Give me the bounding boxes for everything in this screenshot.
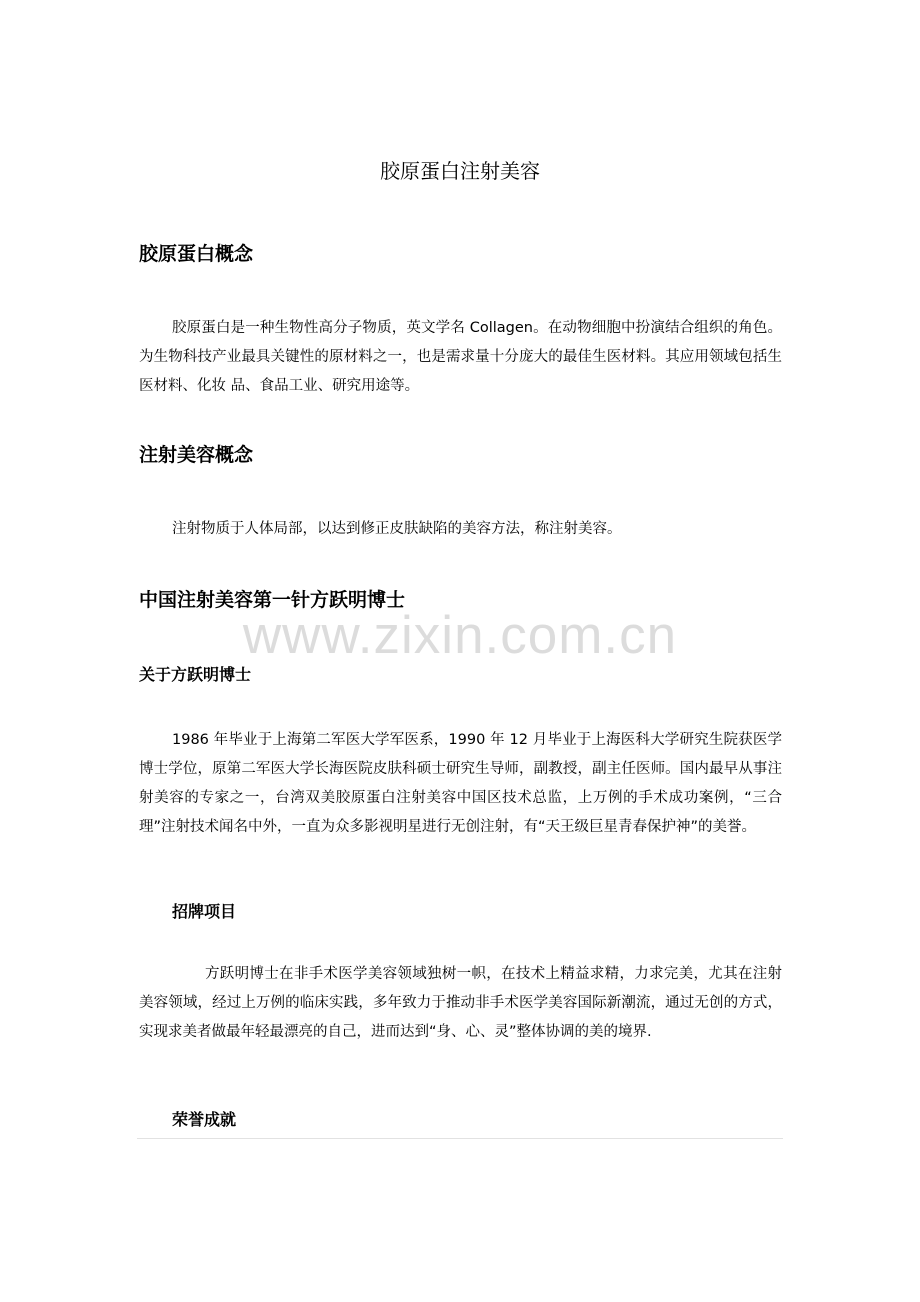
paragraph-collagen-concept: [139, 314, 782, 401]
paragraph-signature-projects: [139, 960, 782, 1047]
section-heading-injection-concept: 注射美容概念: [139, 444, 254, 466]
section-heading-doctor: 中国注射美容第一针方跃明博士: [139, 589, 406, 611]
paragraph-text: 注射物质于人体局部，以达到修正皮肤缺陷的美容方法，称注射美容。: [172, 521, 622, 537]
subheading-about-doctor: 关于方跃明博士: [139, 665, 252, 684]
subheading-honors: 荣誉成就: [172, 1110, 237, 1129]
paragraph-injection-concept: [139, 515, 782, 544]
section-heading-collagen-concept: 胶原蛋白概念: [139, 243, 254, 265]
document-title: 胶原蛋白注射美容: [380, 159, 540, 183]
watermark: www.zixin.com.cn: [242, 606, 678, 665]
subheading-signature-projects: 招牌项目: [172, 902, 237, 921]
paragraph-text: 胶原蛋白是一种生物性高分子物质，英文学名 Collagen。在动物细胞中扮演结合组织的角色。为生物科技产业最具关键性的原材料之一，也是需求量十分庞大的最佳生医材料。其应用领域包括生医材料、化妆 品、食品工业、研究用途等。: [139, 320, 782, 394]
paragraph-about-doctor: [139, 726, 782, 842]
paragraph-text: 1986 年毕业于上海第二军医大学军医系，1990 年 12 月毕业于上海医科大学研究生院获医学博士学位，原第二军医大学长海医院皮肤科硕士研究生导师，副教授，副主任医师。国内最早从事注射美容的专家之一，台湾双美胶原蛋白注射美容中国区技术总监，上万例的手术成功案例，“三合理”注射技术闻名中外，一直为众多影视明星进行无创注射，有“天王级巨星青春保护神”的美誉。: [139, 732, 782, 835]
divider: [137, 1138, 783, 1139]
paragraph-text: 方跃明博士在非手术医学美容领域独树一帜，在技术上精益求精，力求完美，尤其在注射美容领域，经过上万例的临床实践，多年致力于推动非手术医学美容国际新潮流，通过无创的方式，实现求美者做最年轻最漂亮的自己，进而达到“身、心、灵”整体协调的美的境界.: [139, 966, 782, 1040]
